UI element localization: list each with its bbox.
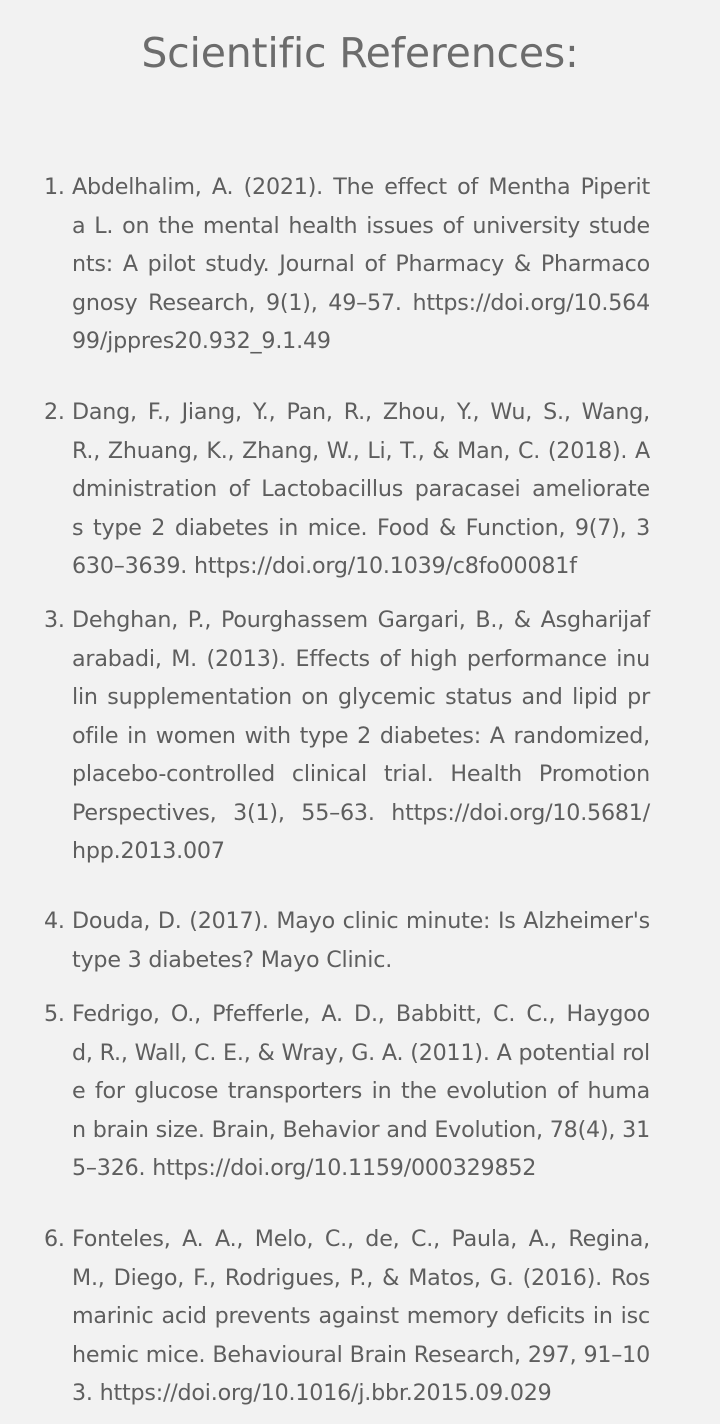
- reference-line: Dang, F., Jiang, Y., Pan, R., Zhou, Y., Wu, S., Wang,: [72, 399, 650, 425]
- reference-line: Dehghan, P., Pourghassem Gargari, B., & Asgharijaf: [72, 607, 650, 633]
- reference-line: Fedrigo, O., Pfefferle, A. D., Babbitt, C. C., Haygoo: [72, 1001, 650, 1027]
- reference-line: Douda, D. (2017). Mayo clinic minute: Is Alzheimer's: [72, 908, 650, 934]
- reference-text: [72, 902, 650, 979]
- reference-line: hemic mice. Behavioural Brain Research, 297, 91–10: [72, 1341, 650, 1368]
- reference-line: 3. https://doi.org/10.1016/j.bbr.2015.09.029: [72, 1380, 552, 1406]
- reference-line: arabadi, M. (2013). Effects of high performance inu: [72, 645, 650, 672]
- reference-number: 2.: [44, 399, 65, 425]
- reference-number: 4.: [44, 908, 65, 934]
- reference-line: nts: A pilot study. Journal of Pharmacy & Pharmaco: [72, 251, 650, 277]
- reference-item: [44, 601, 650, 871]
- reference-line: a L. on the mental health issues of university stude: [72, 212, 650, 239]
- reference-line: gnosy Research, 9(1), 49–57. https://doi.org/10.564: [72, 289, 650, 316]
- reference-text: [72, 995, 650, 1188]
- reference-item: [44, 1220, 650, 1413]
- reference-line: 99/jppres20.932_9.1.49: [72, 328, 331, 354]
- reference-text: [72, 1220, 650, 1413]
- reference-item: [44, 168, 650, 361]
- reference-number: 3.: [44, 607, 65, 633]
- reference-item: [44, 393, 650, 586]
- reference-text: [72, 393, 650, 586]
- reference-item: [44, 902, 650, 979]
- reference-line: R., Zhuang, K., Zhang, W., Li, T., & Man, C. (2018). A: [72, 437, 650, 464]
- page-title: Scientific References:: [141, 29, 579, 77]
- reference-line: d, R., Wall, C. E., & Wray, G. A. (2011). A potential rol: [72, 1039, 650, 1066]
- reference-line: s type 2 diabetes in mice. Food & Function, 9(7), 3: [72, 514, 650, 541]
- reference-line: Perspectives, 3(1), 55–63. https://doi.org/10.5681/: [72, 799, 650, 826]
- reference-number: 6.: [44, 1226, 65, 1252]
- reference-line: Abdelhalim, A. (2021). The effect of Mentha Piperit: [72, 174, 650, 200]
- reference-line: 5–326. https://doi.org/10.1159/000329852: [72, 1155, 537, 1181]
- reference-line: placebo-controlled clinical trial. Health Promotion: [72, 761, 650, 787]
- reference-line: lin supplementation on glycemic status and lipid pr: [72, 684, 650, 710]
- reference-number: 1.: [44, 174, 65, 200]
- reference-line: ofile in women with type 2 diabetes: A randomized,: [72, 722, 650, 749]
- reference-line: Fonteles, A. A., Melo, C., de, C., Paula, A., Regina,: [72, 1226, 650, 1252]
- reference-item: [44, 995, 650, 1188]
- reference-text: [72, 601, 650, 871]
- reference-line: type 3 diabetes? Mayo Clinic.: [72, 946, 393, 973]
- reference-line: 630–3639. https://doi.org/10.1039/c8fo00081f: [72, 553, 577, 579]
- reference-line: M., Diego, F., Rodrigues, P., & Matos, G. (2016). Ros: [72, 1264, 650, 1291]
- reference-number: 5.: [44, 1001, 65, 1027]
- reference-line: n brain size. Brain, Behavior and Evolution, 78(4), 31: [72, 1116, 650, 1143]
- reference-line: dministration of Lactobacillus paracasei ameliorate: [72, 476, 650, 502]
- reference-line: hpp.2013.007: [72, 838, 225, 864]
- reference-line: e for glucose transporters in the evolution of huma: [72, 1078, 650, 1104]
- reference-text: [72, 168, 650, 361]
- reference-line: marinic acid prevents against memory deficits in isc: [72, 1303, 650, 1329]
